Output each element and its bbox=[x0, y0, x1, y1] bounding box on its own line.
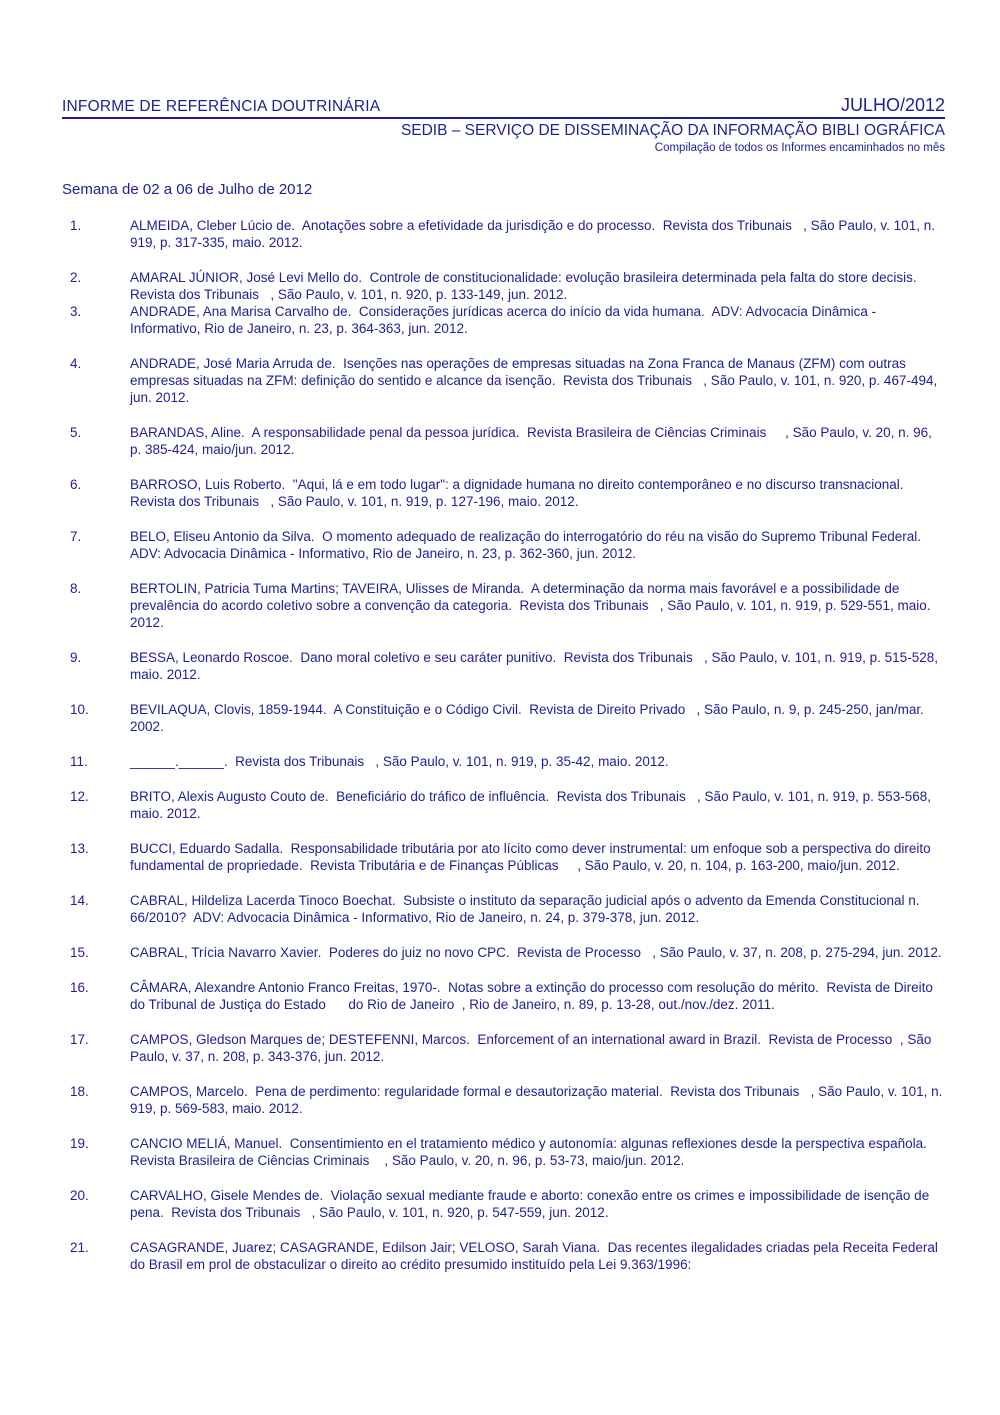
item-number: 16. bbox=[70, 980, 89, 995]
report-month: JULHO/2012 bbox=[840, 95, 945, 115]
reference-item bbox=[62, 1083, 945, 1117]
item-citation: ANDRADE, Ana Marisa Carvalho de. Considerações jurídicas acerca do início da vida humana. ADV: Advocacia Dinâmica - Informativo, Rio de Janeiro, n. 23, p. 364-363, jun. 2012. bbox=[130, 304, 880, 336]
item-citation: AMARAL JÚNIOR, José Levi Mello do. Controle de constitucionalidade: evolução brasileira determinada pela falta do store decisis. Revista dos Tribunais , São Paulo, v. 101, n. 920, p. 133-149, jun. 2012. bbox=[130, 270, 925, 302]
item-citation: ALMEIDA, Cleber Lúcio de. Anotações sobre a efetividade da jurisdição e do processo. Revista dos Tribunais , São Paulo, v. 101, n. 919, p. 317-335, maio. 2012. bbox=[130, 218, 939, 250]
reference-item bbox=[62, 1031, 945, 1065]
reference-item bbox=[62, 701, 945, 735]
reference-item bbox=[62, 944, 945, 961]
item-citation: BEVILAQUA, Clovis, 1859-1944. A Constituição e o Código Civil. Revista de Direito Privado , São Paulo, n. 9, p. 245-250, jan/mar. 2002. bbox=[130, 702, 928, 734]
item-number: 2. bbox=[70, 270, 82, 285]
reference-item bbox=[62, 217, 945, 251]
item-citation: BARROSO, Luis Roberto. "Aqui, lá e em todo lugar": a dignidade humana no direito contemporâneo e no discurso transnacional. Revista dos Tribunais , São Paulo, v. 101, n. 919, p. 127-196, maio. 2012. bbox=[130, 477, 912, 509]
item-number: 5. bbox=[70, 425, 82, 440]
item-citation: CAMPOS, Gledson Marques de; DESTEFENNI, Marcos. Enforcement of an international award in Brazil. Revista de Processo , São Paulo, v. 37, n. 208, p. 343-376, jun. 2012. bbox=[130, 1032, 936, 1064]
reference-item bbox=[62, 303, 945, 337]
item-citation: CARVALHO, Gisele Mendes de. Violação sexual mediante fraude e aborto: conexão entre os crimes e impossibilidade de isenção de pena. Revista dos Tribunais , São Paulo, v. 101, n. 920, p. 547-559, jun. 2012. bbox=[130, 1188, 933, 1220]
item-number: 9. bbox=[70, 650, 82, 665]
item-number: 12. bbox=[70, 789, 89, 804]
reference-item bbox=[62, 649, 945, 683]
item-citation: BESSA, Leonardo Roscoe. Dano moral coletivo e seu caráter punitivo. Revista dos Tribunais , São Paulo, v. 101, n. 919, p. 515-528, maio. 2012. bbox=[130, 650, 942, 682]
item-citation: CANCIO MELIÁ, Manuel. Consentimiento en el tratamiento médico y autonomía: algunas reflexiones desde la perspectiva española. Revista Brasileira de Ciências Criminais , São Paulo, v. 20, n. 96, p. 53-73, maio/jun. 2012. bbox=[130, 1136, 935, 1168]
item-number: 8. bbox=[70, 581, 82, 596]
item-citation: ANDRADE, José Maria Arruda de. Isenções nas operações de empresas situadas na Zona Franca de Manaus (ZFM) com outras empresas situadas na ZFM: definição do sentido e alcance da isenção. Revista dos Tribunais , São Paulo, v. 101, n. 920, p. 467-494, jun. 2012. bbox=[130, 356, 941, 405]
item-citation: CASAGRANDE, Juarez; CASAGRANDE, Edilson Jair; VELOSO, Sarah Viana. Das recentes ilegalidades criadas pela Receita Federal do Brasil em prol de obstaculizar o direito ao crédito presumido instituído pela Lei 9.363/1996: bbox=[130, 1240, 942, 1272]
reference-item bbox=[62, 788, 945, 822]
item-citation: CABRAL, Hildeliza Lacerda Tinoco Boechat. Subsiste o instituto da separação judicial após o advento da Emenda Constitucional n. 66/2010? ADV: Advocacia Dinâmica - Informativo, Rio de Janeiro, n. 24, p. 379-378, jun. 2012. bbox=[130, 893, 924, 925]
item-number: 4. bbox=[70, 356, 82, 371]
item-number: 21. bbox=[70, 1240, 89, 1255]
item-citation: BARANDAS, Aline. A responsabilidade penal da pessoa jurídica. Revista Brasileira de Ciências Criminais , São Paulo, v. 20, n. 96, p. 385-424, maio/jun. 2012. bbox=[130, 425, 936, 457]
reference-item bbox=[62, 424, 945, 458]
reference-item bbox=[62, 528, 945, 562]
item-number: 11. bbox=[70, 754, 88, 769]
reference-item bbox=[62, 476, 945, 510]
reference-item bbox=[62, 1239, 945, 1273]
reference-item bbox=[62, 840, 945, 874]
item-citation: CÂMARA, Alexandre Antonio Franco Freitas, 1970-. Notas sobre a extinção do processo com resolução do mérito. Revista de Direito do Tribunal de Justiça do Estado do Rio de Janeiro , Rio de Janeiro, n. 89, p. 13-28, out./nov./dez. 2011. bbox=[130, 980, 937, 1012]
reference-item bbox=[62, 269, 945, 303]
item-number: 3. bbox=[70, 304, 82, 319]
item-number: 1. bbox=[70, 218, 82, 233]
item-citation: BRITO, Alexis Augusto Couto de. Beneficiário do tráfico de influência. Revista dos Tribunais , São Paulo, v. 101, n. 919, p. 553-568, maio. 2012. bbox=[130, 789, 935, 821]
service-subtitle: SEDIB – SERVIÇO DE DISSEMINAÇÃO DA INFORMAÇÃO BIBLI OGRÁFICA bbox=[400, 122, 945, 139]
reference-item bbox=[62, 753, 945, 770]
item-number: 20. bbox=[70, 1188, 89, 1203]
item-number: 14. bbox=[70, 893, 89, 908]
item-number: 17. bbox=[70, 1032, 89, 1047]
reference-item bbox=[62, 1187, 945, 1221]
item-number: 6. bbox=[70, 477, 82, 492]
header-row bbox=[62, 95, 945, 119]
reference-list bbox=[62, 217, 945, 1273]
reference-item bbox=[62, 580, 945, 631]
week-heading: Semana de 02 a 06 de Julho de 2012 bbox=[62, 181, 313, 198]
item-number: 13. bbox=[70, 841, 89, 856]
item-number: 15. bbox=[70, 945, 89, 960]
item-citation: CABRAL, Trícia Navarro Xavier. Poderes do juiz no novo CPC. Revista de Processo , São Paulo, v. 37, n. 208, p. 275-294, jun. 2012. bbox=[130, 945, 942, 960]
item-citation: BELO, Eliseu Antonio da Silva. O momento adequado de realização do interrogatório do réu na visão do Supremo Tribunal Federal. ADV: Advocacia Dinâmica - Informativo, Rio de Janeiro, n. 23, p. 362-360, jun. 2012. bbox=[130, 529, 928, 561]
item-number: 10. bbox=[70, 702, 89, 717]
item-citation: CAMPOS, Marcelo. Pena de perdimento: regularidade formal e desautorização material. Revista dos Tribunais , São Paulo, v. 101, n. 919, p. 569-583, maio. 2012. bbox=[130, 1084, 947, 1116]
report-title: INFORME DE REFERÊNCIA DOUTRINÁRIA bbox=[62, 98, 381, 115]
item-citation: ______.______. Revista dos Tribunais , São Paulo, v. 101, n. 919, p. 35-42, maio. 2012. bbox=[130, 754, 669, 769]
item-citation: BERTOLIN, Patricia Tuma Martins; TAVEIRA, Ulisses de Miranda. A determinação da norma mais favorável e a possibilidade de prevalência do acordo coletivo sobre a convenção da categoria. Revista dos Tribunais , São Paulo, v. 101, n. 919, p. 529-551, maio. 2012. bbox=[130, 581, 935, 630]
item-number: 19. bbox=[70, 1136, 89, 1151]
item-number: 18. bbox=[70, 1084, 89, 1099]
compilation-note: Compilação de todos os Informes encaminhados no mês bbox=[654, 142, 945, 154]
reference-item bbox=[62, 892, 945, 926]
reference-item bbox=[62, 355, 945, 406]
reference-item bbox=[62, 979, 945, 1013]
reference-item bbox=[62, 1135, 945, 1169]
item-number: 7. bbox=[70, 529, 82, 544]
item-citation: BUCCI, Eduardo Sadalla. Responsabilidade tributária por ato lícito como dever instrumental: um enfoque sob a perspectiva do direito fundamental de propriedade. Revista Tributária e de Finanças Públicas , São Paulo, v. 20, n. 104, p. 163-200, maio/jun. 2012. bbox=[130, 841, 935, 873]
